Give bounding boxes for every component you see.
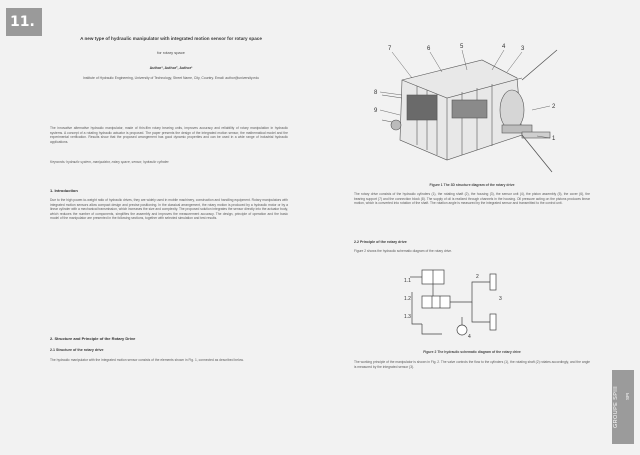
callout-label: 8 [374, 90, 378, 96]
callout-label: 3 [521, 46, 525, 52]
body-paragraph: Due to the high power-to-weight ratio of hydraulic drives, they are widely used in mobile machinery, construction and handling equipment. Rotary manipulators with integrated motion sensors allow compact design and precise positioning. In the classical arrangement, the rotary motion is produced by a hydraulic motor or by a linear cylinder with a mechanical transmission, which increases the size and complexity. The proposed solution integrates the sensor directly into the actuator body, which reduces the number of components, simplifies the assembly and improves the measurement accuracy. The design, principle of operation and the basic model of the manipulator are presented in the following sections, together with selected simulation and test results. [50, 198, 288, 221]
schematic-label: 1.2 [404, 296, 411, 302]
callout-label: 4 [502, 44, 506, 50]
subsection-heading: 2.1 Structure of the rotary drive [50, 348, 104, 352]
body-paragraph: Figure 2 shows the hydraulic schematic diagram of the rotary drive. [354, 249, 453, 253]
paper-title: A new type of hydraulic manipulator with integrated motion sensor for rotary space [80, 36, 262, 41]
schematic-label: 1.3 [404, 314, 411, 320]
body-paragraph: The hydraulic manipulator with the integrated motion sensor consists of the elements shown in Fig. 1, connected as described below. [50, 358, 244, 362]
figure-rotary-drive-3d [372, 40, 572, 178]
body-paragraph: The working principle of the manipulator is shown in Fig. 2. The valve controls the flow to the cylinders (1), the rotating shaft (2) rotates accordingly, and the angle is measured by the integrated sensor (3). [354, 360, 590, 369]
subsection-heading: 2.2 Principle of the rotary drive [354, 240, 407, 244]
callout-label: 1 [552, 136, 556, 142]
callout-label: 9 [374, 108, 378, 114]
body-paragraph: The rotary drive consists of the hydraulic cylinders (1), the rotating shaft (2), the housing (3), the sensor unit (4), the piston assembly (5), the cover (6), the bearing support (7) and the connection block (8). The supply of oil is realized through channels in the housing. Oil pressure acting on the pistons produces linear motion, which is converted into rotation of the shaft. The rotation angle is measured by the integrated sensor and transmitted to the control unit. [354, 192, 590, 206]
page-number: 11. [6, 8, 42, 36]
side-tab-sublabel: SPI [625, 392, 630, 400]
schematic-label: 4 [468, 334, 471, 340]
figure-hydraulic-schematic [402, 262, 512, 342]
schematic-label: 3 [499, 296, 502, 302]
figure-caption: Figure 2 The hydraulic schematic diagram of the rotary drive [423, 350, 521, 354]
side-tab-label: GROUPE SPIII [613, 385, 619, 428]
callout-label: 2 [552, 104, 556, 110]
keywords: Keywords: hydraulic system, manipulator, rotary space, sensor, hydraulic cylinder. [50, 160, 170, 164]
callout-label: 6 [427, 46, 431, 52]
abstract: The innovative alternative hydraulic manipulator, made of thin-film rotary bearing units, improves accuracy and reliability of rotary manipulation in hydraulic systems. A concept of a rotating hydraulic actuator is proposed. The paper presents the design of the integrated motion sensor, the mathematical model and the experimental verification. Results show that the proposed arrangement has good dynamic properties and can be used in a wide range of industrial hydraulic applications. [50, 126, 288, 144]
schematic-label: 1.1 [404, 278, 411, 284]
figure-caption: Figure 1 The 3D structure diagram of the rotary drive [429, 183, 515, 187]
callout-label: 5 [460, 44, 464, 50]
callout-label: 7 [388, 46, 392, 52]
author-list: Author¹, Author², Author³ [149, 66, 193, 70]
section-side-tab [612, 370, 634, 444]
schematic-label: 2 [476, 274, 479, 280]
paper-subtitle: for rotary space [157, 50, 185, 55]
section-heading: 2. Structure and Principle of the Rotary Drive [50, 336, 136, 341]
section-heading: 1. Introduction [50, 188, 78, 193]
affiliation: Institute of Hydraulic Engineering, University of Technology, Street Name, City, Country. Email: author@university.edu [83, 76, 259, 80]
